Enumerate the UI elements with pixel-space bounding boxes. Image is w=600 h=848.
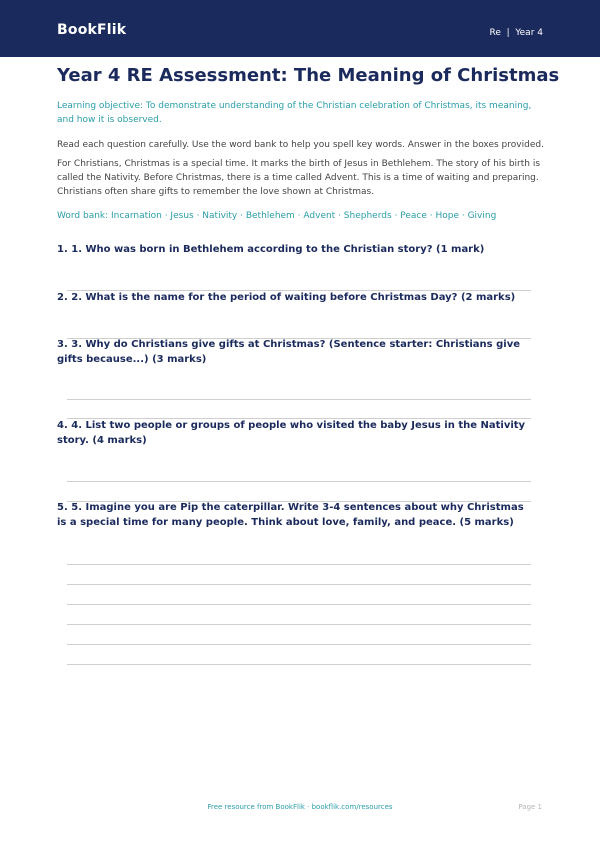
header-bar xyxy=(0,0,600,57)
intro-paragraph: For Christians, Christmas is a special time. It marks the birth of Jesus in Bethlehem. The story of his birth is called the Nativity. Before Christmas, there is a time called Advent. This is a time of waiting and preparing. Christians often share gifts to remember the love shown at Christmas. xyxy=(57,159,541,197)
question-5: 5. 5. Imagine you are Pip the caterpillar. Write 3-4 sentences about why Christmas is a special time for many people. Think about love, family, and peace. (5 marks) xyxy=(57,502,524,528)
answer-line[interactable] xyxy=(67,644,531,645)
answer-line[interactable] xyxy=(67,481,531,482)
answer-line[interactable] xyxy=(67,664,531,665)
subject-year-label: Re | Year 4 xyxy=(489,28,543,38)
brand-logo-text: BookFlik xyxy=(57,22,127,38)
word-bank: Word bank: Incarnation · Jesus · Nativity · Bethlehem · Advent · Shepherds · Peace · Hope · Giving xyxy=(57,211,497,221)
answer-line[interactable] xyxy=(67,399,531,400)
page-title: Year 4 RE Assessment: The Meaning of Christmas xyxy=(57,65,560,86)
answer-line[interactable] xyxy=(67,584,531,585)
question-2: 2. 2. What is the name for the period of waiting before Christmas Day? (2 marks) xyxy=(57,292,516,303)
footer-source: Free resource from BookFlik · bookflik.com/resources xyxy=(207,803,393,811)
learning-objective: Learning objective: To demonstrate understanding of the Christian celebration of Christmas, its meaning, and how it is observed. xyxy=(57,101,532,125)
question-1: 1. 1. Who was born in Bethlehem according to the Christian story? (1 mark) xyxy=(57,244,485,255)
question-4: 4. 4. List two people or groups of people who visited the baby Jesus in the Nativity story. (4 marks) xyxy=(57,420,526,446)
answer-line[interactable] xyxy=(67,564,531,565)
page-number: Page 1 xyxy=(518,803,542,811)
question-3: 3. 3. Why do Christians give gifts at Christmas? (Sentence starter: Christians give gifts because...) (3 marks) xyxy=(57,339,520,365)
answer-line[interactable] xyxy=(67,624,531,625)
answer-line[interactable] xyxy=(67,604,531,605)
instructions-text: Read each question carefully. Use the word bank to help you spell key words. Answer in the boxes provided. xyxy=(57,140,544,150)
